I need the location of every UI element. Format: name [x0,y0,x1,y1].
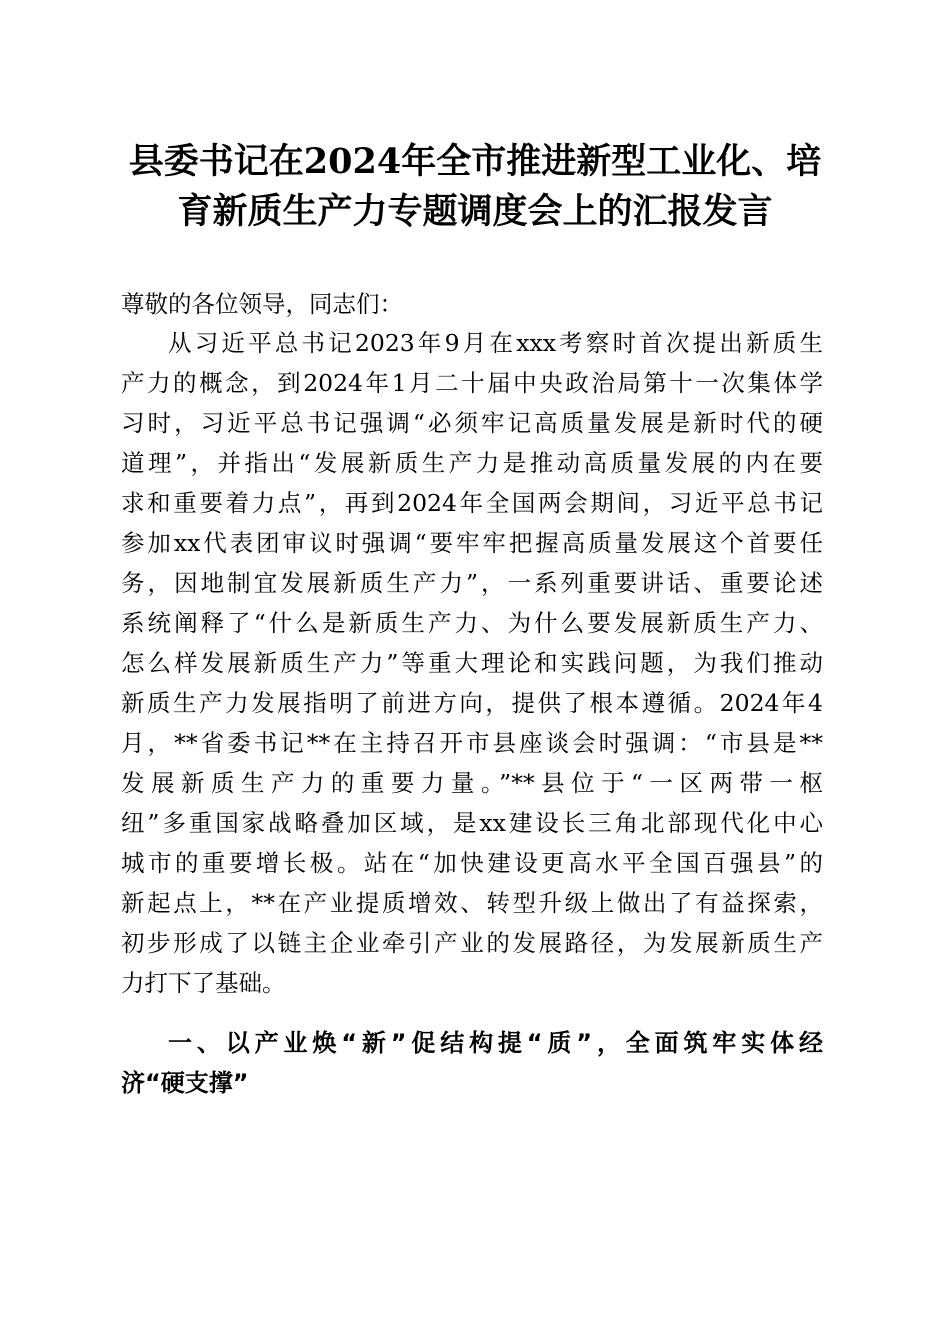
paragraph-line: 参加xx代表团审议时强调“要牢牢把握高质量发展这个首要任 [121,529,823,557]
paragraph-line: 求和重要着力点”，再到2024年全国两会期间，习近平总书记 [121,489,823,517]
paragraph-line: 初步形成了以链主企业牵引产业的发展路径，为发展新质生产 [121,929,823,957]
paragraph-line: 务，因地制宜发展新质生产力”，一系列重要讲话、重要论述 [121,569,823,597]
paragraph-line: 道理”，并指出“发展新质生产力是推动高质量发展的内在要 [121,449,823,477]
paragraph-line: 习时，习近平总书记强调“必须牢记高质量发展是新时代的硬 [121,409,823,437]
paragraph-line: 纽”多重国家战略叠加区域，是xx建设长三角北部现代化中心 [121,809,823,837]
paragraph-line: 系统阐释了“什么是新质生产力、为什么要发展新质生产力、 [121,609,823,637]
paragraph-line: 发展新质生产力的重要力量。”**县位于“一区两带一枢 [121,769,823,797]
paragraph-line: 力打下了基础。 [121,969,286,997]
paragraph-line: 怎么样发展新质生产力”等重大理论和实践问题，为我们推动 [121,649,823,677]
document-title-line-2: 育新质生产力专题调度会上的汇报发言 [177,191,773,232]
paragraph-line: 新起点上，**在产业提质增效、转型升级上做出了有益探索， [121,889,823,917]
section-heading-line-1: 一、以产业焕“新”促结构提“质”，全面筑牢实体经 [168,1029,823,1057]
paragraph-line: 从习近平总书记2023年9月在xxx考察时首次提出新质生 [168,329,823,357]
paragraph-line: 城市的重要增长极。站在“加快建设更高水平全国百强县”的 [121,849,823,877]
section-heading-line-2: 济“硬支撑” [121,1069,249,1097]
paragraph-line: 新质生产力发展指明了前进方向，提供了根本遵循。2024年4 [121,689,823,717]
document-title-line-1: 县委书记在2024年全市推进新型工业化、培 [128,141,822,182]
paragraph-line: 月，**省委书记**在主持召开市县座谈会时强调：“市县是** [121,729,823,757]
paragraph-line: 产力的概念，到2024年1月二十届中央政治局第十一次集体学 [121,369,823,397]
salutation: 尊敬的各位领导，同志们： [121,290,403,318]
